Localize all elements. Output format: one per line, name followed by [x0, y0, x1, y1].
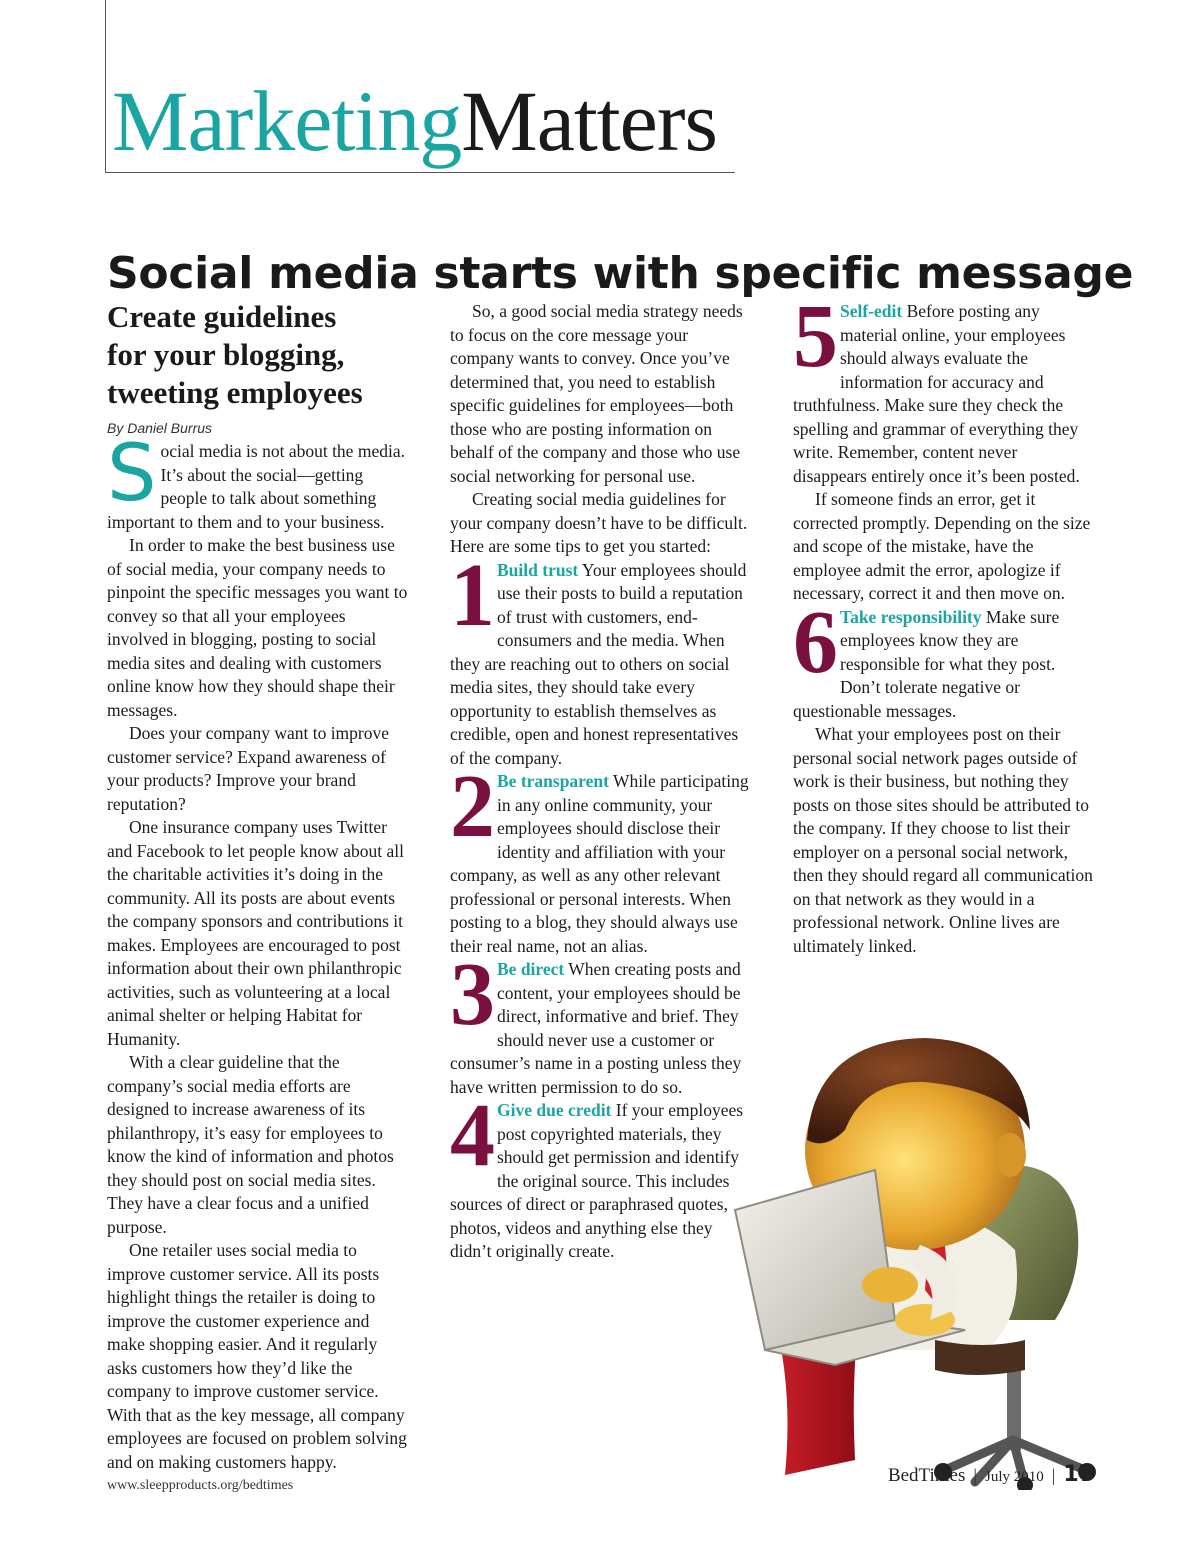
tip-text: When creating posts and content, your employees should be direct, informative and brief. They should never use a customer or consumer’s name in a posting unless they have written permission to do so. [450, 959, 742, 1097]
tip-5 [793, 287, 1095, 488]
tip-3 [450, 945, 752, 1099]
body-paragraph: What your employees post on their personal social network pages outside of work is their business, but nothing they posts on those sites should be attributed to the company. If they choose to list their employer on a personal social network, then they should regard all communication on that network as they would in a professional network. Online lives are ultimately linked. [793, 724, 1093, 956]
body-paragraph: Creating social media guidelines for your company doesn’t have to be difficult. Here are some tips to get you started: [450, 489, 748, 556]
intro-paragraph [107, 429, 409, 534]
body-paragraph: If someone finds an error, get it corrected promptly. Depending on the size and scope of the mistake, have the employee admit the error, apologize if necessary, correct it and then move on. [793, 489, 1091, 603]
body-paragraph: So, a good social media strategy needs to focus on the core message your company wants to convey. Once you’ve determined that, you need to establish specific guidelines for employees—both those who are posting information on behalf of the company and those who use social networking for personal use. [450, 301, 743, 486]
tip-1 [450, 545, 752, 771]
tip-title: Take responsibility [840, 606, 982, 627]
hand [862, 1267, 918, 1303]
column-3 [793, 287, 1095, 958]
tip-4 [450, 1086, 752, 1264]
laptop-screen [735, 1170, 895, 1350]
tip-title: Give due credit [497, 1100, 612, 1120]
tip-title: Be direct [497, 959, 565, 979]
tip-title: Be transparent [497, 771, 609, 791]
body-paragraph: One insurance company uses Twitter and Facebook to let people know about all the charitable activities it’s doing in the community. All its posts are about events the company sponsors and contributions it makes. Employees are encouraged to post information about their own philanthropic activities, such as volunteering at a local animal shelter or helping Habitat for Humanity. [107, 817, 404, 1049]
subhead-line: tweeting employees [107, 375, 363, 410]
masthead [112, 73, 717, 169]
tip-title: Build trust [497, 559, 579, 580]
masthead-horizontal-rule [105, 172, 735, 173]
masthead-part2: Matters [461, 73, 717, 169]
tip-text: While participating in any online community, your employees should disclose their identity and affiliation with your company, as well as any other relevant professional or personal interests. When posting to a blog, they should always use their real name, not an alias. [450, 771, 749, 956]
tip-number: 1 [450, 545, 495, 645]
masthead-vertical-rule [105, 0, 106, 172]
footer-brand: BedTimes [887, 1465, 966, 1486]
byline: By Daniel Burrus [107, 420, 213, 436]
footer-url: www.sleepproducts.org/bedtimes [107, 1478, 294, 1493]
subhead-line: for your blogging, [107, 337, 345, 372]
tip-text: If your employees post copyrighted materials, they should get permission and identify the original source. This includes sources of direct or paraphrased quotes, photos, videos and anything else they didn’t originally create. [450, 1100, 744, 1261]
tip-number: 3 [450, 945, 495, 1044]
tip-number: 5 [793, 287, 838, 386]
body-paragraph: Does your company want to improve customer service? Expand awareness of your products? Improve your brand reputation? [107, 723, 390, 814]
tip-6 [793, 592, 1095, 724]
footer-folio [888, 1462, 1094, 1487]
masthead-part1: Marketing [112, 73, 462, 169]
footer-date: July 2010 [985, 1469, 1044, 1485]
subhead-line: Create guidelines [107, 299, 337, 334]
footer-separator: | [973, 1465, 977, 1485]
body-paragraph: In order to make the best business use of social media, your company needs to pinpoint the specific messages you want to convey so that all your employees involved in blogging, posting to social media sites and dealing with customers online know how they should shape their messages. [107, 535, 408, 720]
tip-number: 2 [450, 757, 495, 856]
tip-title: Self-edit [840, 301, 903, 321]
leg [935, 1340, 1025, 1375]
drop-cap: S [107, 429, 157, 519]
column-2 [450, 300, 752, 1264]
body-paragraph: With a clear guideline that the company’s social media efforts are designed to increase awareness of its philanthropy, it’s easy for employees to know the kind of information and photos they should post on social media sites. They have a clear focus and a unified purpose. [107, 1052, 394, 1237]
body-paragraph: One retailer uses social media to improve customer service. All its posts highlight things the retailer is doing to improve the customer experience and make shopping easier. And it regularly asks customers how they’d like the company to improve customer service. With that as the key message, all company employees are focused on problem solving and on making customers happy. [107, 1240, 407, 1472]
tip-number: 6 [793, 592, 838, 692]
figure-at-laptop-illustration [725, 1020, 1120, 1490]
page-number: 17 [1063, 1462, 1094, 1487]
tip-text: Make sure employees know they are responsible for what they post. Don’t tolerate negative or questionable messages. [793, 606, 1060, 721]
tip-text: Your employees should use their posts to build a reputation of trust with customers, end-consumers and the media. When they are reaching out to others on social media sites, they should take every opportunity to establish themselves as credible, open and honest representatives of the company. [450, 559, 747, 768]
subhead [107, 298, 409, 412]
column-1 [107, 298, 409, 1474]
ear [994, 1133, 1026, 1177]
tip-2 [450, 757, 752, 958]
headline: Social media starts with specific message [107, 248, 1134, 299]
tip-text: Before posting any material online, your employees should always evaluate the information for accuracy and truthfulness. Make sure they check the spelling and grammar of everything they write. Remember, content never disappears entirely once it’s been posted. [793, 301, 1080, 486]
footer-separator: | [1051, 1465, 1056, 1485]
intro-text: ocial media is not about the media. It’s about the social—getting people to talk about something important to them and to your business. [107, 441, 405, 532]
tip-number: 4 [450, 1086, 495, 1185]
